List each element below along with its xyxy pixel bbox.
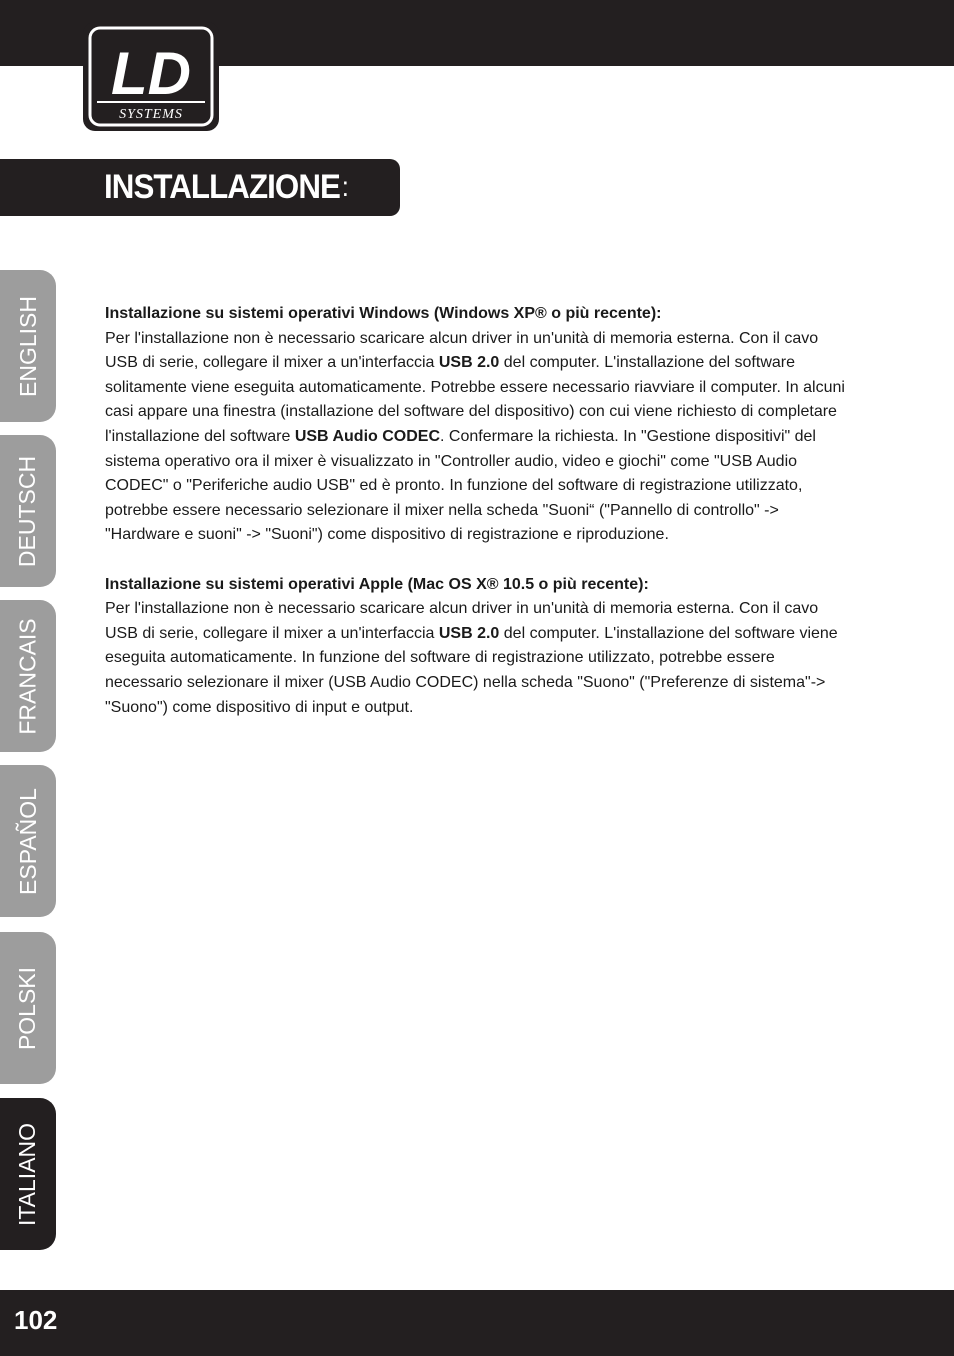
- tab-label-italiano: ITALIANO: [14, 1122, 41, 1226]
- tab-deutsch[interactable]: [0, 435, 56, 587]
- logo-graphic: [83, 22, 219, 131]
- tab-label-espanol: ESPAÑOL: [14, 787, 41, 895]
- logo-letters: LD: [111, 40, 191, 107]
- tab-italiano[interactable]: [0, 1098, 56, 1250]
- tab-francais[interactable]: [0, 600, 56, 752]
- page-title-colon: :: [341, 171, 349, 202]
- usb-2-0-term: USB 2.0: [438, 624, 500, 642]
- section-body-apple: [105, 597, 855, 720]
- section-apple: [105, 573, 855, 721]
- tab-polski[interactable]: [0, 932, 56, 1084]
- bottom-bar: [0, 1290, 954, 1356]
- ld-systems-logo: [83, 22, 219, 131]
- section-body-windows: [105, 327, 855, 548]
- section-heading-apple: Installazione su sistemi operativi Apple (Mac OS X® 10.5 o più recente):: [105, 575, 649, 593]
- main-content: [105, 302, 855, 745]
- usb-2-0-term: USB 2.0: [438, 354, 500, 372]
- tab-espanol[interactable]: [0, 765, 56, 917]
- body-text: . Confermare la richiesta. In "Gestione dispositivi" del sistema operativo ora il mixer è visualizzato in "Controller audio, video e giochi" come "USB Audio CODEC" o "Periferiche audio USB" ed è pronto. In funzione del software di registrazione utilizzato, potrebbe essere necessario selezionare il mixer nella scheda "Suoni“ ("Pannello di controllo" -> "Hardware e suoni" -> "Suoni") come dispositivo di registrazione e riproduzione.: [105, 427, 816, 544]
- body-text: del computer. L'installazione del software solitamente viene eseguita automaticamente. Potrebbe essere necessario riavviare il computer. In alcuni casi appare una finestra (installazione del software del dispositivo) con cui viene richiesto di completare l'installazione del software: [105, 354, 845, 445]
- logo-subtext: SYSTEMS: [119, 107, 183, 122]
- page-title-text: INSTALLAZIONE: [104, 167, 340, 206]
- body-text: Per l'installazione non è necessario scaricare alcun driver in un'unità di memoria esterna. Con il cavo USB di serie, collegare il mixer a un'interfaccia: [105, 600, 819, 642]
- page-title: [104, 162, 348, 212]
- body-text: del computer. L'installazione del software viene eseguita automaticamente. In funzione del software di registrazione utilizzato, potrebbe essere necessario selezionare il mixer (USB Audio CODEC) nella scheda "Suono" ("Preferenze di sistema"-> "Suono") come dispositivo di input e output.: [105, 624, 838, 716]
- page-number: 102: [14, 1305, 58, 1335]
- tab-label-polski: POLSKI: [14, 966, 41, 1050]
- tab-label-deutsch: DEUTSCH: [14, 455, 41, 567]
- body-text: Per l'installazione non è necessario scaricare alcun driver in un'unità di memoria esterna. Con il cavo USB di serie, collegare il mixer a un'interfaccia: [105, 329, 819, 372]
- usb-audio-codec-term: USB Audio CODEC: [294, 427, 441, 445]
- tab-english[interactable]: [0, 270, 56, 422]
- section-windows: [105, 302, 855, 548]
- tab-label-francais: FRANCAIS: [14, 617, 41, 735]
- section-heading-windows: Installazione su sistemi operativi Windows (Windows XP® o più recente):: [105, 305, 662, 322]
- tab-label-english: ENGLISH: [14, 295, 41, 397]
